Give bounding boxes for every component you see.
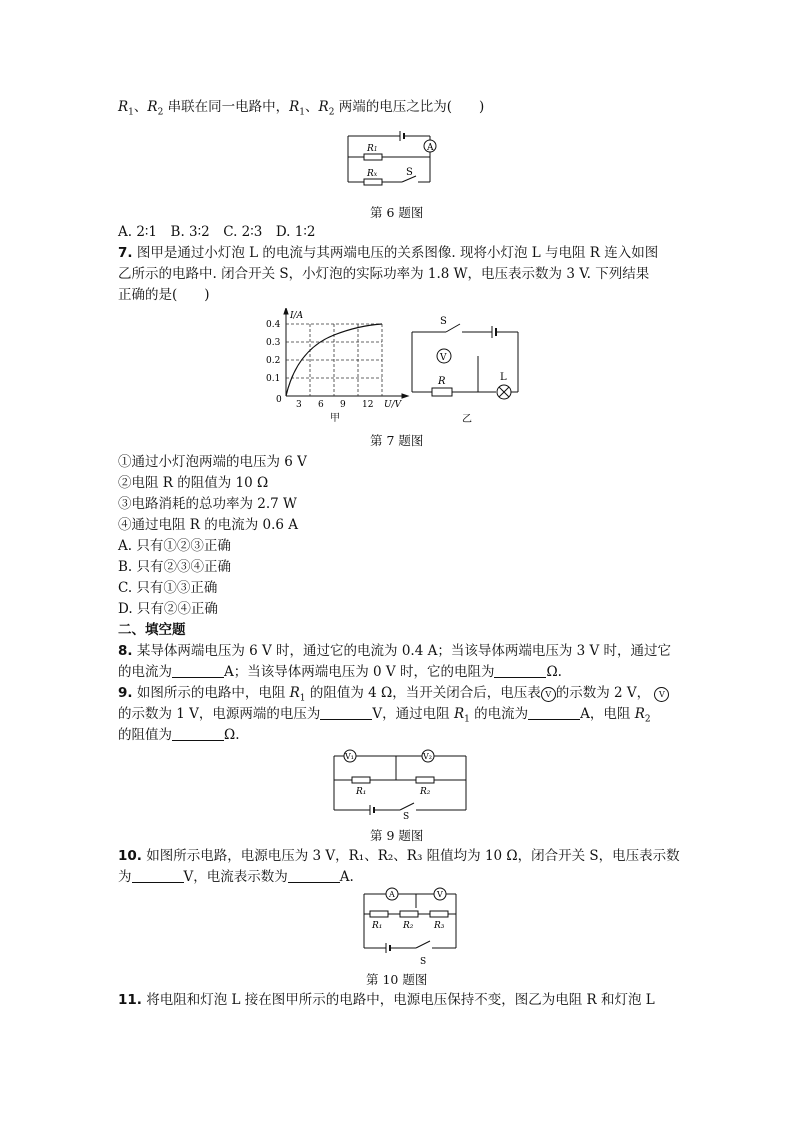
- q7-choice-d: D. 只有②④正确: [118, 601, 218, 617]
- q10-r1-label: R₁: [372, 921, 383, 931]
- q7-switch-label: S: [440, 316, 447, 327]
- q7-graph-xtick-3: 3: [296, 400, 302, 410]
- q7-statement-2: ②电阻 R 的阻值为 10 Ω: [118, 475, 269, 491]
- q6-switch-label: S: [406, 167, 413, 178]
- q9-blank-2[interactable]: [528, 705, 580, 720]
- q10-blank-1[interactable]: [132, 868, 184, 883]
- q7-statement-1: ①通过小灯泡两端的电压为 6 V: [118, 454, 307, 470]
- q10-line1: 10. 如图所示电路，电源电压为 3 V，R₁、R₂、R₃ 阻值均为 10 Ω，闭合开关 S，电压表示数: [118, 848, 680, 864]
- q9-line2: 的示数为 1 V，电源两端的电压为 V，通过电阻 $R_1$ 的电流为 A，电阻 $R_2$: [118, 706, 651, 725]
- q10-caption: 第 10 题图: [366, 972, 428, 987]
- q7-iv-graph: [262, 308, 412, 423]
- q11-line1: 11. 将电阻和灯泡 L 接在图甲所示的电路中，电源电压保持不变，图乙为电阻 R 和灯泡 L: [118, 992, 655, 1008]
- q9-line3: 的阻值为 Ω.: [118, 727, 240, 743]
- q6-options: A. 2∶1 B. 3∶2 C. 2∶3 D. 1∶2: [118, 224, 316, 240]
- q8-blank-1[interactable]: [172, 663, 224, 678]
- q9-v2-label: V₂: [423, 752, 432, 761]
- q7-line1: 7. 图甲是通过小灯泡 L 的电流与其两端电压的关系图像. 现将小灯泡 L 与电阻 R 连入如图: [118, 245, 659, 261]
- q9-line1: 9. 如图所示的电路中，电阻 $R_1$ 的阻值为 4 Ω，当开关闭合后，电压表 V 的示数为 2 V， V: [118, 683, 669, 709]
- q9-v2-symbol: V: [654, 687, 669, 702]
- q10-voltmeter-label: V: [437, 890, 443, 899]
- q7-graph-ylabel: I/A: [290, 311, 304, 321]
- q6-ammeter-label: A: [427, 143, 434, 153]
- q9-circuit-diagram: [330, 748, 470, 820]
- q7-statement-3: ③电路消耗的总功率为 2.7 W: [118, 496, 297, 512]
- q7-choice-c: C. 只有①③正确: [118, 580, 218, 596]
- q7-resistor-label: R: [438, 376, 446, 387]
- q6-caption: 第 6 题图: [370, 205, 424, 220]
- q7-caption: 第 7 题图: [370, 433, 424, 448]
- q7-graph-xlabel: U/V: [384, 400, 402, 410]
- q6-circuit-diagram: [342, 130, 462, 190]
- q10-r3-label: R₃: [434, 921, 445, 931]
- q7-graph-ytick-01: 0.1: [266, 374, 281, 384]
- q7-graph-ytick-04: 0.4: [266, 320, 281, 330]
- q6-r1-label: R1: [367, 144, 378, 154]
- q7-graph-xtick-9: 9: [340, 400, 346, 410]
- q9-r1-label: R₁: [356, 787, 367, 797]
- q7-circuit-panel-label: 乙: [462, 414, 472, 425]
- q9-caption: 第 9 题图: [370, 828, 424, 843]
- q7-graph-origin: 0: [276, 395, 282, 405]
- section-fill-in: 二、填空题: [118, 622, 186, 638]
- q10-ammeter-label: A: [389, 890, 395, 899]
- q9-v1-symbol: V: [541, 687, 556, 702]
- q9-blank-1[interactable]: [320, 705, 372, 720]
- q8-line1: 8. 某导体两端电压为 6 V 时，通过它的电流为 0.4 A；当该导体两端电压为 3 V 时，通过它: [118, 643, 672, 659]
- q7-lamp-label: L: [500, 372, 507, 383]
- q7-graph-xtick-6: 6: [318, 400, 324, 410]
- q6-rx-label: Rx: [367, 169, 378, 179]
- q10-line2: 为 V，电流表示数为 A.: [118, 869, 354, 885]
- q7-choice-b: B. 只有②③④正确: [118, 559, 232, 575]
- q10-switch-label: S: [420, 957, 427, 966]
- q7-graph-ytick-03: 0.3: [266, 338, 281, 348]
- q9-blank-3[interactable]: [172, 726, 224, 741]
- q9-r2-label: R₂: [420, 787, 431, 797]
- q9-switch-label: S: [403, 812, 410, 820]
- q7-line2: 乙所示的电路中. 闭合开关 S，小灯泡的实际功率为 1.8 W，电压表示数为 3 V. 下列结果: [118, 266, 650, 282]
- q7-circuit-diagram: [404, 312, 524, 427]
- q10-blank-2[interactable]: [288, 868, 340, 883]
- q8-blank-2[interactable]: [494, 663, 546, 678]
- q7-voltmeter-label: V: [440, 353, 447, 363]
- q9-v1-label: V₁: [345, 752, 354, 761]
- q7-choice-a: A. 只有①②③正确: [118, 538, 231, 554]
- q8-line2: 的电流为 A；当该导体两端电压为 0 V 时，它的电阻为 Ω.: [118, 664, 562, 680]
- q10-circuit-diagram: [358, 884, 462, 966]
- q7-line3: 正确的是( ): [118, 287, 210, 303]
- q10-r2-label: R₂: [403, 921, 414, 931]
- q7-graph-xtick-12: 12: [362, 400, 374, 410]
- q6-stem: $R_1$、$R_2$ 串联在同一电路中，$R_1$、$R_2$ 两端的电压之比为( ): [118, 99, 485, 118]
- q7-graph-panel-label: 甲: [330, 413, 340, 423]
- q7-graph-ytick-02: 0.2: [266, 356, 281, 366]
- q7-statement-4: ④通过电阻 R 的电流为 0.6 A: [118, 517, 299, 533]
